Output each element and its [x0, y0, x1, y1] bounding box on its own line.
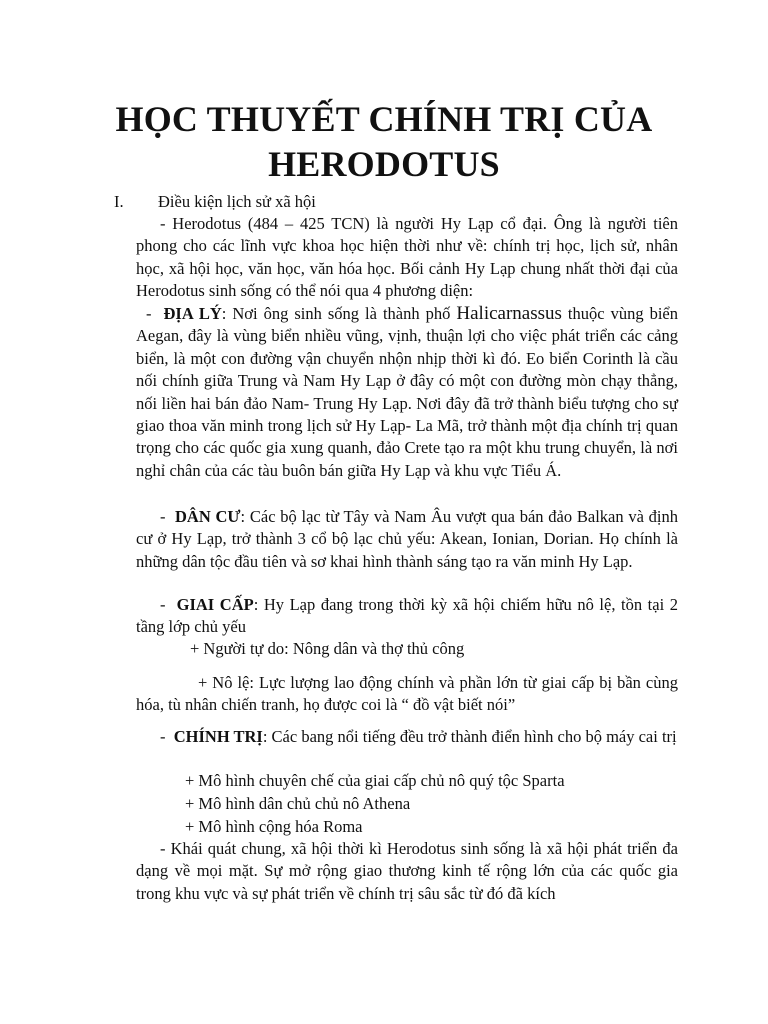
giai-cap-label: GIAI CẤP — [176, 595, 254, 614]
section-number: I. — [114, 192, 124, 211]
dia-ly-label: ĐỊA LÝ — [163, 304, 222, 323]
chinh-tri-label: CHÍNH TRỊ — [173, 727, 263, 746]
giai-cap-text: : Hy Lạp đang trong thời kỳ xã hội chiếm hữu nô lệ, tồn tại 2 tầng lớp chủ yếu — [136, 595, 678, 637]
dia-ly-paragraph — [136, 303, 678, 482]
dan-cu-dash: - — [160, 507, 166, 526]
intro-paragraph: - Herodotus (484 – 425 TCN) là người Hy Lạp cổ đại. Ông là người tiên phong cho các lĩnh vực khoa học hiện thời như về: chính trị học, lịch sử, nhân học, xã hội học, văn học, văn hóa học. Bối cảnh Hy Lạp chung nhất thời đại của Herodotus sinh sống có thể nói qua 4 phương diện: — [136, 214, 678, 301]
chinh-tri-item-1: + Mô hình chuyên chế của giai cấp chủ nô quý tộc Sparta — [185, 771, 565, 790]
chinh-tri-text: : Các bang nổi tiếng đều trở thành điển hình cho bộ máy cai trị — [262, 727, 677, 746]
dia-ly-place: Halicarnassus — [456, 303, 562, 324]
dan-cu-paragraph — [136, 506, 678, 573]
chinh-tri-item-2: + Mô hình dân chủ chủ nô Athena — [185, 794, 411, 813]
giai-cap-dash: - — [160, 595, 166, 614]
giai-cap-paragraph — [136, 594, 678, 639]
chinh-tri-item-3: + Mô hình cộng hóa Roma — [185, 817, 363, 836]
document-title-line-2: HERODOTUS — [268, 144, 500, 184]
chinh-tri-paragraph — [136, 726, 678, 748]
dan-cu-label: DÂN CƯ — [175, 507, 241, 526]
summary-paragraph: - Khái quát chung, xã hội thời kì Herodotus sinh sống là xã hội phát triển đa dạng về mọi mặt. Sự mở rộng giao thương kinh tế rộng lớn của các quốc gia trong khu vực và sự phát triển về chính trị sâu sắc từ đó đã kích — [136, 839, 678, 903]
giai-cap-item-1: + Người tự do: Nông dân và thợ thủ công — [190, 639, 465, 658]
dia-ly-dash: - — [146, 304, 152, 323]
chinh-tri-dash: - — [160, 727, 166, 746]
dan-cu-text: : Các bộ lạc từ Tây và Nam Âu vượt qua bán đảo Balkan và định cư ở Hy Lạp, trở thành 3 cổ bộ lạc chủ yếu: Akean, Ionian, Dorian. Họ chính là những dân tộc đầu tiên và sơ khai hình thành sáng tạo ra văn minh Hy Lạp. — [136, 507, 679, 571]
giai-cap-item-2: + Nô lệ: Lực lượng lao động chính và phần lớn từ giai cấp bị bần cùng hóa, tù nhân chiến tranh, họ được coi là “ đồ vật biết nói” — [136, 673, 678, 715]
document-title-line-1: HỌC THUYẾT CHÍNH TRỊ CỦA — [115, 99, 653, 139]
dia-ly-text-b: thuộc vùng biển Aegan, đây là vùng biển nhiều vũng, vịnh, thuận lợi cho việc phát triển các cảng biển, là một con đường vận chuyển nhộn nhịp thời kì đó. Eo biển Corinth là cầu nối chính giữa Trung và Nam Hy Lạp ở đây có một con đường mòn chạy thẳng, nối liền hai bán đảo Nam- Trung Hy Lạp. Nơi đây đã trở thành biểu tượng cho sự giao thoa văn minh trong lịch sử Hy Lạp- La Mã, trở thành một địa chính trị quan trọng cho các quốc gia xung quanh, đảo Crete tạo ra một khu trung chuyển, là nơi nghỉ chân của các tàu buôn bán giữa Hy Lạp và khu vực Tiểu Á. — [136, 304, 679, 480]
dia-ly-text-a: : Nơi ông sinh sống là thành phố — [221, 304, 457, 323]
section-heading: Điều kiện lịch sử xã hội — [158, 192, 316, 211]
